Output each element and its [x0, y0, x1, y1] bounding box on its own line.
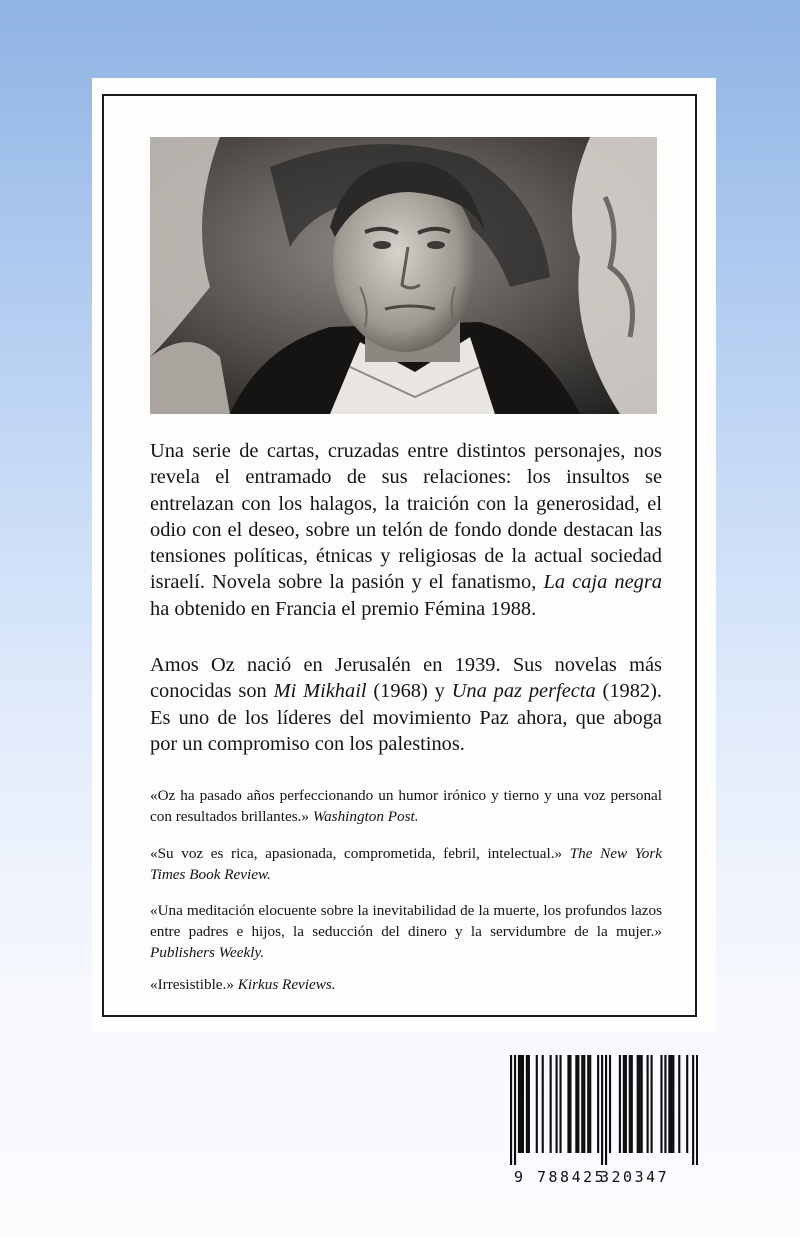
review-text: «Irresistible.» [150, 976, 238, 993]
barcode-bar [623, 1055, 625, 1153]
barcode-bar [647, 1055, 649, 1153]
isbn-barcode [510, 1055, 698, 1165]
barcode-bar [670, 1055, 672, 1153]
synopsis-text-b: ha obtenido en Francia el premio Fémina 1988. [150, 597, 537, 620]
barcode-bar [619, 1055, 621, 1153]
barcode-digits-right: 320347 [600, 1168, 670, 1186]
barcode-bar [660, 1055, 662, 1153]
barcode-bar [556, 1055, 558, 1153]
review-source: Kirkus Reviews. [237, 976, 336, 993]
barcode-bar [601, 1055, 603, 1165]
barcode-bar [597, 1055, 599, 1153]
barcode-digits-left: 788425 [537, 1168, 607, 1186]
barcode-bar [631, 1055, 633, 1153]
barcode-lead-digit: 9 [514, 1168, 526, 1186]
barcode-bar [641, 1055, 643, 1153]
review-quote [150, 843, 662, 885]
review-source: The New York Times Book Review. [150, 845, 662, 883]
barcode-bar [581, 1055, 583, 1153]
bio-text-a: Amos Oz nació en Jerusalén en 1939. Sus novelas más conocidas son [150, 654, 662, 703]
barcode-bar [528, 1055, 530, 1153]
bio-text-b: (1968) y [366, 680, 452, 703]
review-source: Publishers Weekly. [150, 944, 265, 961]
barcode-bar [522, 1055, 524, 1153]
barcode-bar [672, 1055, 674, 1153]
review-quote [150, 900, 662, 963]
barcode-bar [526, 1055, 528, 1153]
review-source: Washington Post. [312, 808, 419, 825]
barcode-bar [577, 1055, 579, 1153]
book-title: La caja negra [543, 571, 662, 594]
barcode-bar [637, 1055, 639, 1153]
synopsis-text-a: Una serie de cartas, cruzadas entre distintos personajes, nos revela el entramado de sus relaciones: los insultos se entrelazan con los halagos, la traición con la generosidad, el odio con el deseo, sobre un telón de fondo donde destacan las tensiones políticas, étnicas y religiosas de la actual sociedad israelí. Novela sobre la pasión y el fanatismo, [150, 440, 662, 594]
novel-title-2: Una paz perfecta [451, 680, 596, 703]
review-quote [150, 974, 662, 995]
author-bio-paragraph [150, 652, 662, 757]
barcode-bar [518, 1055, 520, 1153]
barcode-bar [686, 1055, 688, 1153]
barcode-bar [589, 1055, 591, 1153]
barcode-bar [520, 1055, 522, 1153]
barcode-bar [575, 1055, 577, 1153]
review-text: «Su voz es rica, apasionada, comprometida, febril, intelectual.» [150, 845, 570, 862]
barcode-bar [550, 1055, 552, 1153]
barcode-bar [664, 1055, 666, 1153]
barcode-bar [639, 1055, 641, 1153]
barcode-bar [583, 1055, 585, 1153]
barcode-bar [569, 1055, 571, 1153]
novel-title-1: Mi Mikhail [273, 680, 367, 703]
barcode-bar [625, 1055, 627, 1153]
barcode-bar [587, 1055, 589, 1153]
barcode-bar [678, 1055, 680, 1153]
barcode-bar [605, 1055, 607, 1165]
barcode-bar [609, 1055, 611, 1153]
barcode-bar [651, 1055, 653, 1153]
barcode-bar [567, 1055, 569, 1153]
barcode-bar [542, 1055, 544, 1153]
review-text: «Oz ha pasado años perfeccionando un humor irónico y tierno y una voz personal con resultados brillantes.» [150, 787, 662, 825]
barcode-bar [696, 1055, 698, 1165]
barcode-bar [692, 1055, 694, 1165]
barcode-bar [514, 1055, 516, 1165]
review-quote [150, 785, 662, 827]
synopsis-paragraph [150, 438, 662, 622]
barcode-bar [510, 1055, 512, 1165]
bio-text-c: (1982). Es uno de los líderes del movimiento Paz ahora, que aboga por un compromiso con los palestinos. [150, 680, 662, 755]
author-photo [150, 137, 657, 414]
barcode-bar [559, 1055, 561, 1153]
review-text: «Una meditación elocuente sobre la inevitabilidad de la muerte, los profundos lazos entre padres e hijos, la seducción del dinero y la servidumbre de la mujer.» [150, 902, 662, 940]
barcode-bar [629, 1055, 631, 1153]
barcode-bar [668, 1055, 670, 1153]
barcode-bar [536, 1055, 538, 1153]
